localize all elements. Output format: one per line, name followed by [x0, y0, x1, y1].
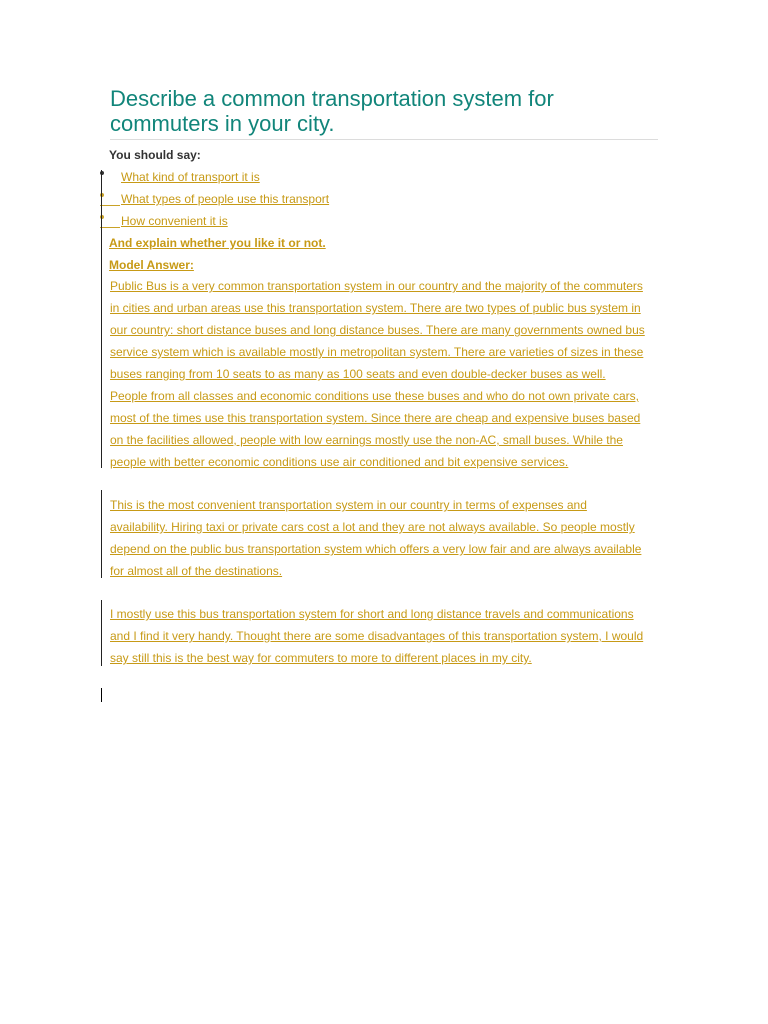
- bullet-link-convenience[interactable]: How convenient it is: [121, 214, 228, 228]
- bullet-item: [96, 188, 656, 210]
- explain-link[interactable]: And explain whether you like it or not.: [109, 236, 326, 250]
- paragraph-line: I mostly use this bus transportation system for short and long distance travels and communications: [110, 607, 634, 621]
- answer-paragraph-3[interactable]: [110, 603, 660, 669]
- left-margin-bar: [101, 490, 102, 578]
- answer-paragraph-2[interactable]: [110, 494, 660, 582]
- bullet-link-people-types[interactable]: What types of people use this transport: [121, 192, 330, 206]
- bullet-item: [96, 210, 656, 232]
- text-cursor: [101, 688, 102, 702]
- answer-paragraph-1[interactable]: [110, 275, 660, 473]
- paragraph-line: People from all classes and economic conditions use these buses and who do not own private cars,: [110, 389, 639, 403]
- paragraph-line: in cities and urban areas use this transportation system. There are two types of public bus system in: [110, 301, 641, 315]
- left-margin-bar: [101, 600, 102, 666]
- bullet-item: [96, 166, 656, 188]
- paragraph-line: availability. Hiring taxi or private cars cost a lot and they are not always available. So people mostly: [110, 520, 635, 534]
- paragraph-line: say still this is the best way for commuters to more to different places in my city.: [110, 651, 532, 665]
- paragraph-line: on the facilities allowed, people with low earnings mostly use the non-AC, small buses. While the: [110, 433, 623, 447]
- prompt-bullet-list: [96, 166, 656, 232]
- paragraph-line: most of the times use this transportation system. Since there are cheap and expensive buses based: [110, 411, 641, 425]
- bullet-underline: [100, 227, 120, 228]
- paragraph-line: Public Bus is a very common transportation system in our country and the majority of the commuters: [110, 279, 643, 293]
- paragraph-line: people with better economic conditions use air conditioned and bit expensive services.: [110, 455, 569, 469]
- left-margin-bar: [101, 170, 102, 468]
- paragraph-line: This is the most convenient transportation system in our country in terms of expenses and: [110, 498, 587, 512]
- page-title: Describe a common transportation system for commuters in your city.: [110, 86, 554, 136]
- paragraph-line: buses ranging from 10 seats to as many as 100 seats and even double-decker buses as well.: [110, 367, 606, 381]
- model-answer-link[interactable]: Model Answer:: [109, 258, 194, 272]
- paragraph-line: service system which is available mostly in metropolitan system. There are varieties of sizes in these: [110, 345, 644, 359]
- paragraph-line: for almost all of the destinations.: [110, 564, 283, 578]
- you-should-say-label: You should say:: [109, 148, 201, 162]
- bullet-underline: [100, 205, 120, 206]
- paragraph-line: and I find it very handy. Thought there are some disadvantages of this transportation system, I would: [110, 629, 644, 643]
- paragraph-line: depend on the public bus transportation system which offers a very low fair and are always available: [110, 542, 642, 556]
- paragraph-line: our country: short distance buses and long distance buses. There are many governments owned bus: [110, 323, 645, 337]
- bullet-link-transport-kind[interactable]: What kind of transport it is: [121, 170, 260, 184]
- title-divider: [110, 139, 658, 140]
